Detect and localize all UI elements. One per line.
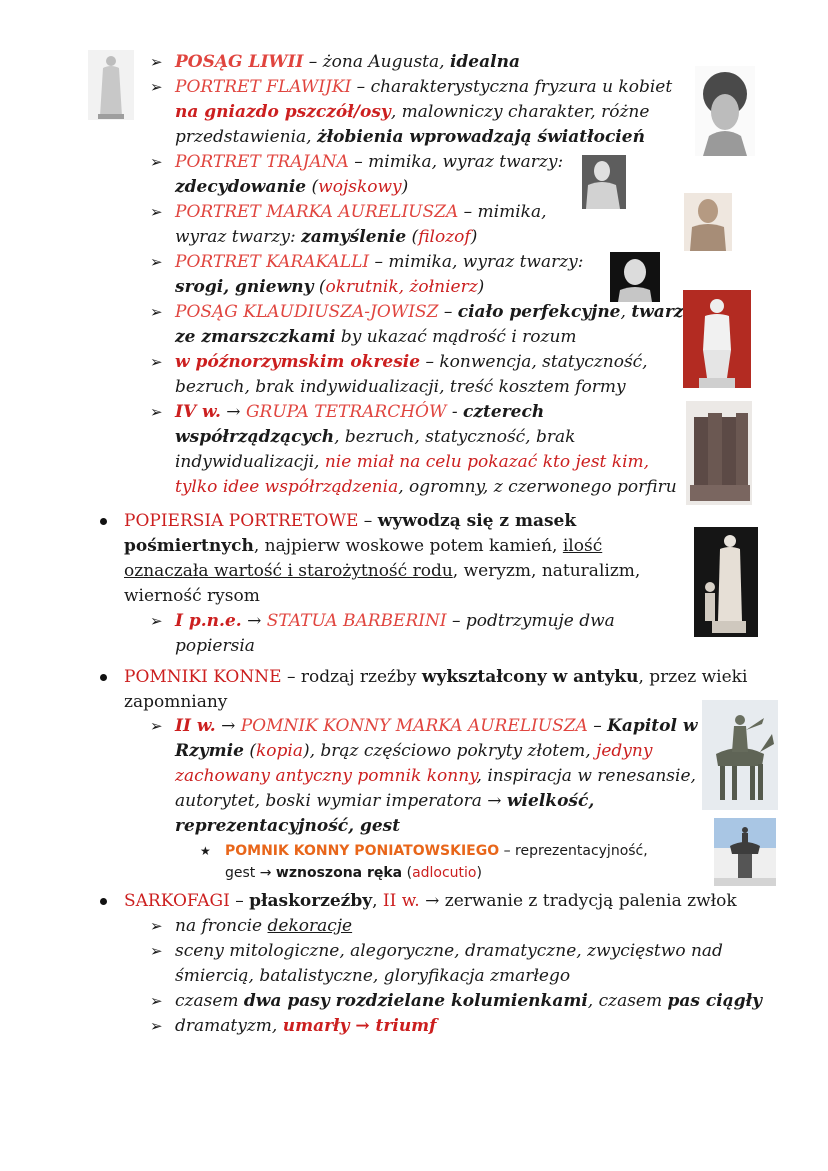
text-line-equestrian-2: zapomniany: [124, 692, 228, 712]
portrait-trajan-photo: [582, 155, 626, 209]
arrow-bullet-icon: ➢: [150, 53, 163, 71]
text-line-tetrarchs-2: współrządzących, bezruch, statyczność, brak: [175, 427, 576, 447]
text-line-aurelius-2: wyraz twarzy: zamyślenie (filozof): [175, 227, 478, 247]
text-line-sarcophagi: SARKOFAGI – płaskorzeźby, II w. → zerwanie z tradycją palenia zwłok: [124, 891, 737, 911]
statue-livia-photo: [88, 50, 134, 120]
text-line-tetrarchs-3: indywidualizacji, nie miał na celu pokazać kto jest kim,: [175, 452, 650, 472]
portrait-caracalla-photo: [610, 252, 660, 302]
text-line-poniatowski-1: POMNIK KONNY PONIATOWSKIEGO – reprezentacyjność,: [225, 843, 648, 859]
arrow-bullet-icon: ➢: [150, 917, 163, 935]
text-line-livia: POSĄG LIWII – żona Augusta, idealna: [175, 52, 520, 72]
text-line-late-roman-2: bezruch, brak indywidualizacji, treść kosztem formy: [175, 377, 626, 397]
arrow-bullet-icon: ➢: [150, 253, 163, 271]
text-line-aurelius-monument-2: Rzymie (kopia), brąz częściowo pokryty złotem, jedyny: [175, 741, 653, 761]
text-line-sarcophagi-4: czasem dwa pasy rozdzielane kolumienkami, czasem pas ciągły: [175, 991, 763, 1011]
text-line-sarcophagi-3: śmiercią, batalistyczne, gloryfikacja zmarłego: [175, 966, 571, 986]
text-line-aurelius-1: PORTRET MARKA AURELIUSZA – mimika,: [175, 202, 547, 222]
text-line-tetrarchs-1: IV w. → GRUPA TETRARCHÓW - czterech: [175, 402, 545, 422]
text-line-sarcophagi-5: dramatyzm, umarły → triumf: [175, 1016, 437, 1036]
statue-claudius-jupiter-photo: [683, 290, 751, 388]
arrow-bullet-icon: ➢: [150, 353, 163, 371]
bullet-dot-icon: [100, 674, 107, 681]
text-line-trajan-2: zdecydowanie (wojskowy): [175, 177, 409, 197]
marcus-aurelius-equestrian-photo: [702, 700, 778, 810]
text-line-equestrian-1: POMNIKI KONNE – rodzaj rzeźby wykształcony w antyku, przez wieki: [124, 667, 748, 687]
tetrarchs-group-photo: [686, 401, 752, 505]
arrow-bullet-icon: ➢: [150, 942, 163, 960]
text-line-busts-3: oznaczała wartość i starożytność rodu, weryzm, naturalizm,: [124, 561, 641, 581]
poniatowski-monument-photo: [714, 818, 776, 886]
arrow-bullet-icon: ➢: [150, 303, 163, 321]
text-line-flavian-1: PORTRET FLAWIJKI – charakterystyczna fryzura u kobiet: [175, 77, 673, 97]
arrow-bullet-icon: ➢: [150, 153, 163, 171]
arrow-bullet-icon: ➢: [150, 612, 163, 630]
arrow-bullet-icon: ➢: [150, 717, 163, 735]
text-line-late-roman-1: w późnorzymskim okresie – konwencja, statyczność,: [175, 352, 648, 372]
text-line-flavian-3: przedstawienia, żłobienia wprowadzają światłocień: [175, 127, 645, 147]
bullet-dot-icon: [100, 898, 107, 905]
text-line-sarcophagi-1: na froncie dekoracje: [175, 916, 353, 936]
arrow-bullet-icon: ➢: [150, 1017, 163, 1035]
text-line-barberini-1: I p.n.e. → STATUA BARBERINI – podtrzymuje dwa: [175, 611, 615, 631]
text-line-busts-4: wierność rysom: [124, 586, 260, 606]
text-line-tetrarchs-4: tylko idee współrządzenia, ogromny, z czerwonego porfiru: [175, 477, 677, 497]
arrow-bullet-icon: ➢: [150, 992, 163, 1010]
star-bullet-icon: ★: [200, 844, 211, 858]
text-line-aurelius-monument-1: II w. → POMNIK KONNY MARKA AURELIUSZA – Kapitol w: [175, 716, 698, 736]
arrow-bullet-icon: ➢: [150, 203, 163, 221]
text-line-caracalla-1: PORTRET KARAKALLI – mimika, wyraz twarzy:: [175, 252, 584, 272]
text-line-poniatowski-2: gest → wznoszona ręka (adlocutio): [225, 865, 482, 881]
barberini-statue-photo: [694, 527, 758, 637]
text-line-caracalla-2: srogi, gniewny (okrutnik, żołnierz): [175, 277, 485, 297]
text-line-aurelius-monument-3: zachowany antyczny pomnik konny, inspiracja w renesansie,: [175, 766, 696, 786]
portrait-flavian-woman-photo: [695, 66, 755, 156]
text-line-busts-1: POPIERSIA PORTRETOWE – wywodzą się z masek: [124, 511, 577, 531]
text-line-claudius-1: POSĄG KLAUDIUSZA-JOWISZ – ciało perfekcyjne, twarz: [175, 302, 684, 322]
text-line-aurelius-monument-5: reprezentacyjność, gest: [175, 816, 401, 836]
text-line-busts-2: pośmiertnych, najpierw woskowe potem kamień, ilość: [124, 536, 603, 556]
text-line-sarcophagi-2: sceny mitologiczne, alegoryczne, dramatyczne, zwycięstwo nad: [175, 941, 723, 961]
portrait-marcus-aurelius-photo: [684, 193, 732, 251]
arrow-bullet-icon: ➢: [150, 78, 163, 96]
bullet-dot-icon: [100, 518, 107, 525]
text-line-aurelius-monument-4: autorytet, boski wymiar imperatora → wielkość,: [175, 791, 595, 811]
text-line-trajan-1: PORTRET TRAJANA – mimika, wyraz twarzy:: [175, 152, 564, 172]
text-line-flavian-2: na gniazdo pszczół/osy, malowniczy charakter, różne: [175, 102, 650, 122]
arrow-bullet-icon: ➢: [150, 403, 163, 421]
text-line-barberini-2: popiersia: [175, 636, 255, 656]
text-line-claudius-2: ze zmarszczkami by ukazać mądrość i rozum: [175, 327, 577, 347]
